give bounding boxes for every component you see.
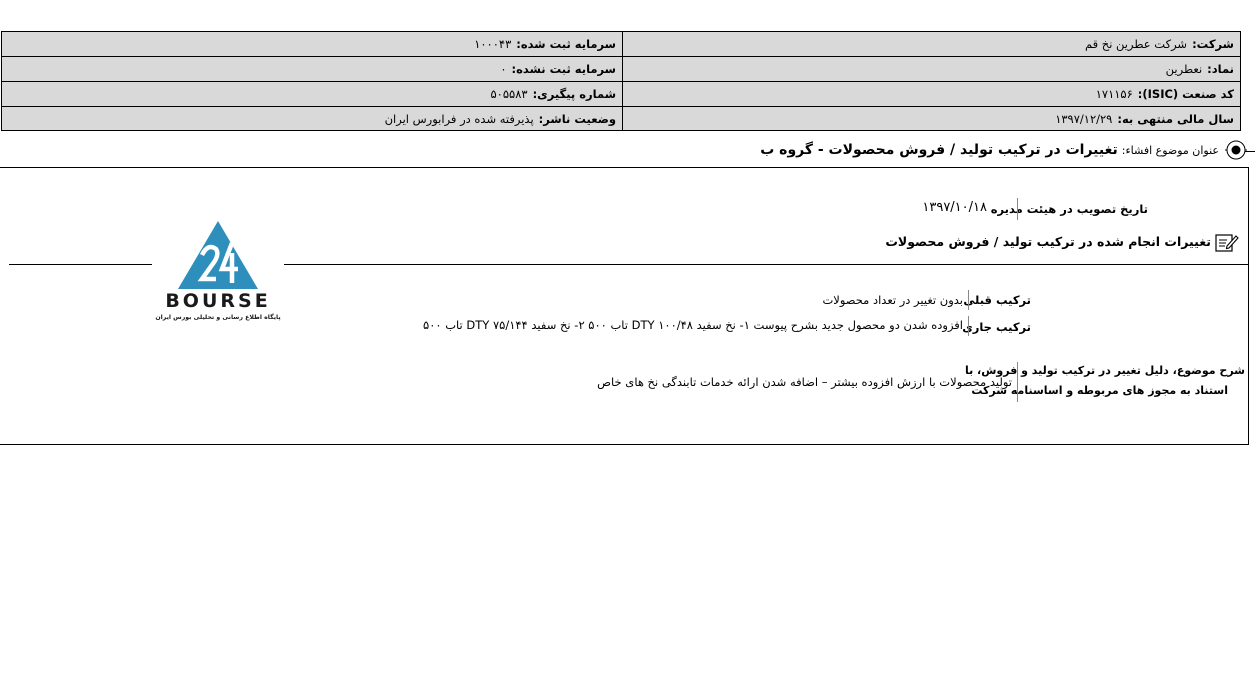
publisher-status-label: وضعیت ناشر:	[538, 112, 616, 126]
current-composition-separator	[968, 316, 969, 336]
publisher-status-value: پذیرفته شده در فرابورس ایران	[384, 112, 534, 126]
board-date-separator	[1017, 198, 1018, 220]
registered-capital-value: ۱۰۰۰۴۳	[474, 37, 512, 51]
reason-separator	[1017, 362, 1018, 402]
fiscal-year-value: ۱۳۹۷/۱۲/۲۹	[1055, 112, 1113, 126]
reason-label-line-2: استناد به مجوز های مربوطه و اساسنامه شرکت	[971, 384, 1228, 397]
previous-composition-separator	[968, 290, 969, 310]
isic-label: کد صنعت (ISIC):	[1137, 87, 1234, 101]
current-composition-label: ترکیب جاری	[962, 320, 1031, 334]
registered-capital-label: سرمایه ثبت شده:	[516, 37, 616, 51]
info-row-3	[2, 82, 1240, 107]
unregistered-capital-label: سرمایه ثبت نشده:	[511, 62, 616, 76]
logo-tagline: پایگاه اطلاع رسانی و تحلیلی بورس ایران	[155, 314, 281, 321]
isic-cell	[622, 82, 1240, 106]
subject-title: تغییرات در ترکیب تولید / فروش محصولات - گروه ب	[760, 142, 1118, 158]
subject-label: عنوان موضوع افشاء:	[1121, 143, 1219, 157]
section-divider-left	[9, 264, 152, 265]
reason-label-line-1: شرح موضوع، دلیل تغییر در ترکیب تولید و فروش، با	[964, 364, 1245, 377]
company-info-table	[1, 31, 1241, 131]
edit-document-icon	[1215, 231, 1239, 253]
tracking-number-cell	[2, 82, 622, 106]
board-approval-date: ۱۳۹۷/۱۰/۱۸	[922, 200, 987, 215]
previous-composition-value: بدون تغییر در تعداد محصولات	[822, 293, 963, 307]
registered-capital-cell	[2, 32, 622, 56]
section-title: تغییرات انجام شده در ترکیب تولید / فروش محصولات	[885, 234, 1211, 249]
tracking-number-label: شماره پیگیری:	[532, 87, 616, 101]
company-value: شرکت عطرین نخ قم	[1084, 37, 1188, 51]
publisher-status-cell	[2, 107, 622, 131]
symbol-label: نماد:	[1207, 62, 1234, 76]
bourse24-logo	[150, 203, 286, 325]
unregistered-capital-cell	[2, 57, 622, 81]
reason-value: تولید محصولات با ارزش افزوده بیشتر – اضافه شدن ارائه خدمات تابندگی نخ های خاص	[597, 375, 1012, 389]
symbol-value: نعطرین	[1165, 62, 1203, 76]
fiscal-year-cell	[622, 107, 1240, 131]
company-cell	[622, 32, 1240, 56]
target-icon	[1225, 139, 1247, 161]
symbol-cell	[622, 57, 1240, 81]
disclosure-subject	[760, 137, 1247, 163]
board-approval-label: تاریخ تصویب در هیئت مدیره	[990, 202, 1148, 216]
current-composition-value: افزوده شدن دو محصول جدید بشرح پیوست ۱- نخ سفید ۱۰۰/۴۸ DTY تاب ۵۰۰ ۲- نخ سفید ۷۵/۱۴۴ DTY تاب ۵۰۰	[423, 318, 963, 332]
fiscal-year-label: سال مالی منتهی به:	[1117, 112, 1234, 126]
previous-composition-label: ترکیب قبلی	[963, 293, 1031, 307]
tracking-number-value: ۵۰۵۵۸۳	[490, 87, 528, 101]
info-row-4	[2, 107, 1240, 132]
isic-value: ۱۷۱۱۵۶	[1095, 87, 1133, 101]
info-row-1	[2, 32, 1240, 57]
company-label: شرکت:	[1192, 37, 1234, 51]
unregistered-capital-value: ۰	[500, 62, 507, 76]
section-divider-right	[284, 264, 1249, 265]
logo-wordmark: BOURSE	[165, 290, 271, 312]
info-row-2	[2, 57, 1240, 82]
